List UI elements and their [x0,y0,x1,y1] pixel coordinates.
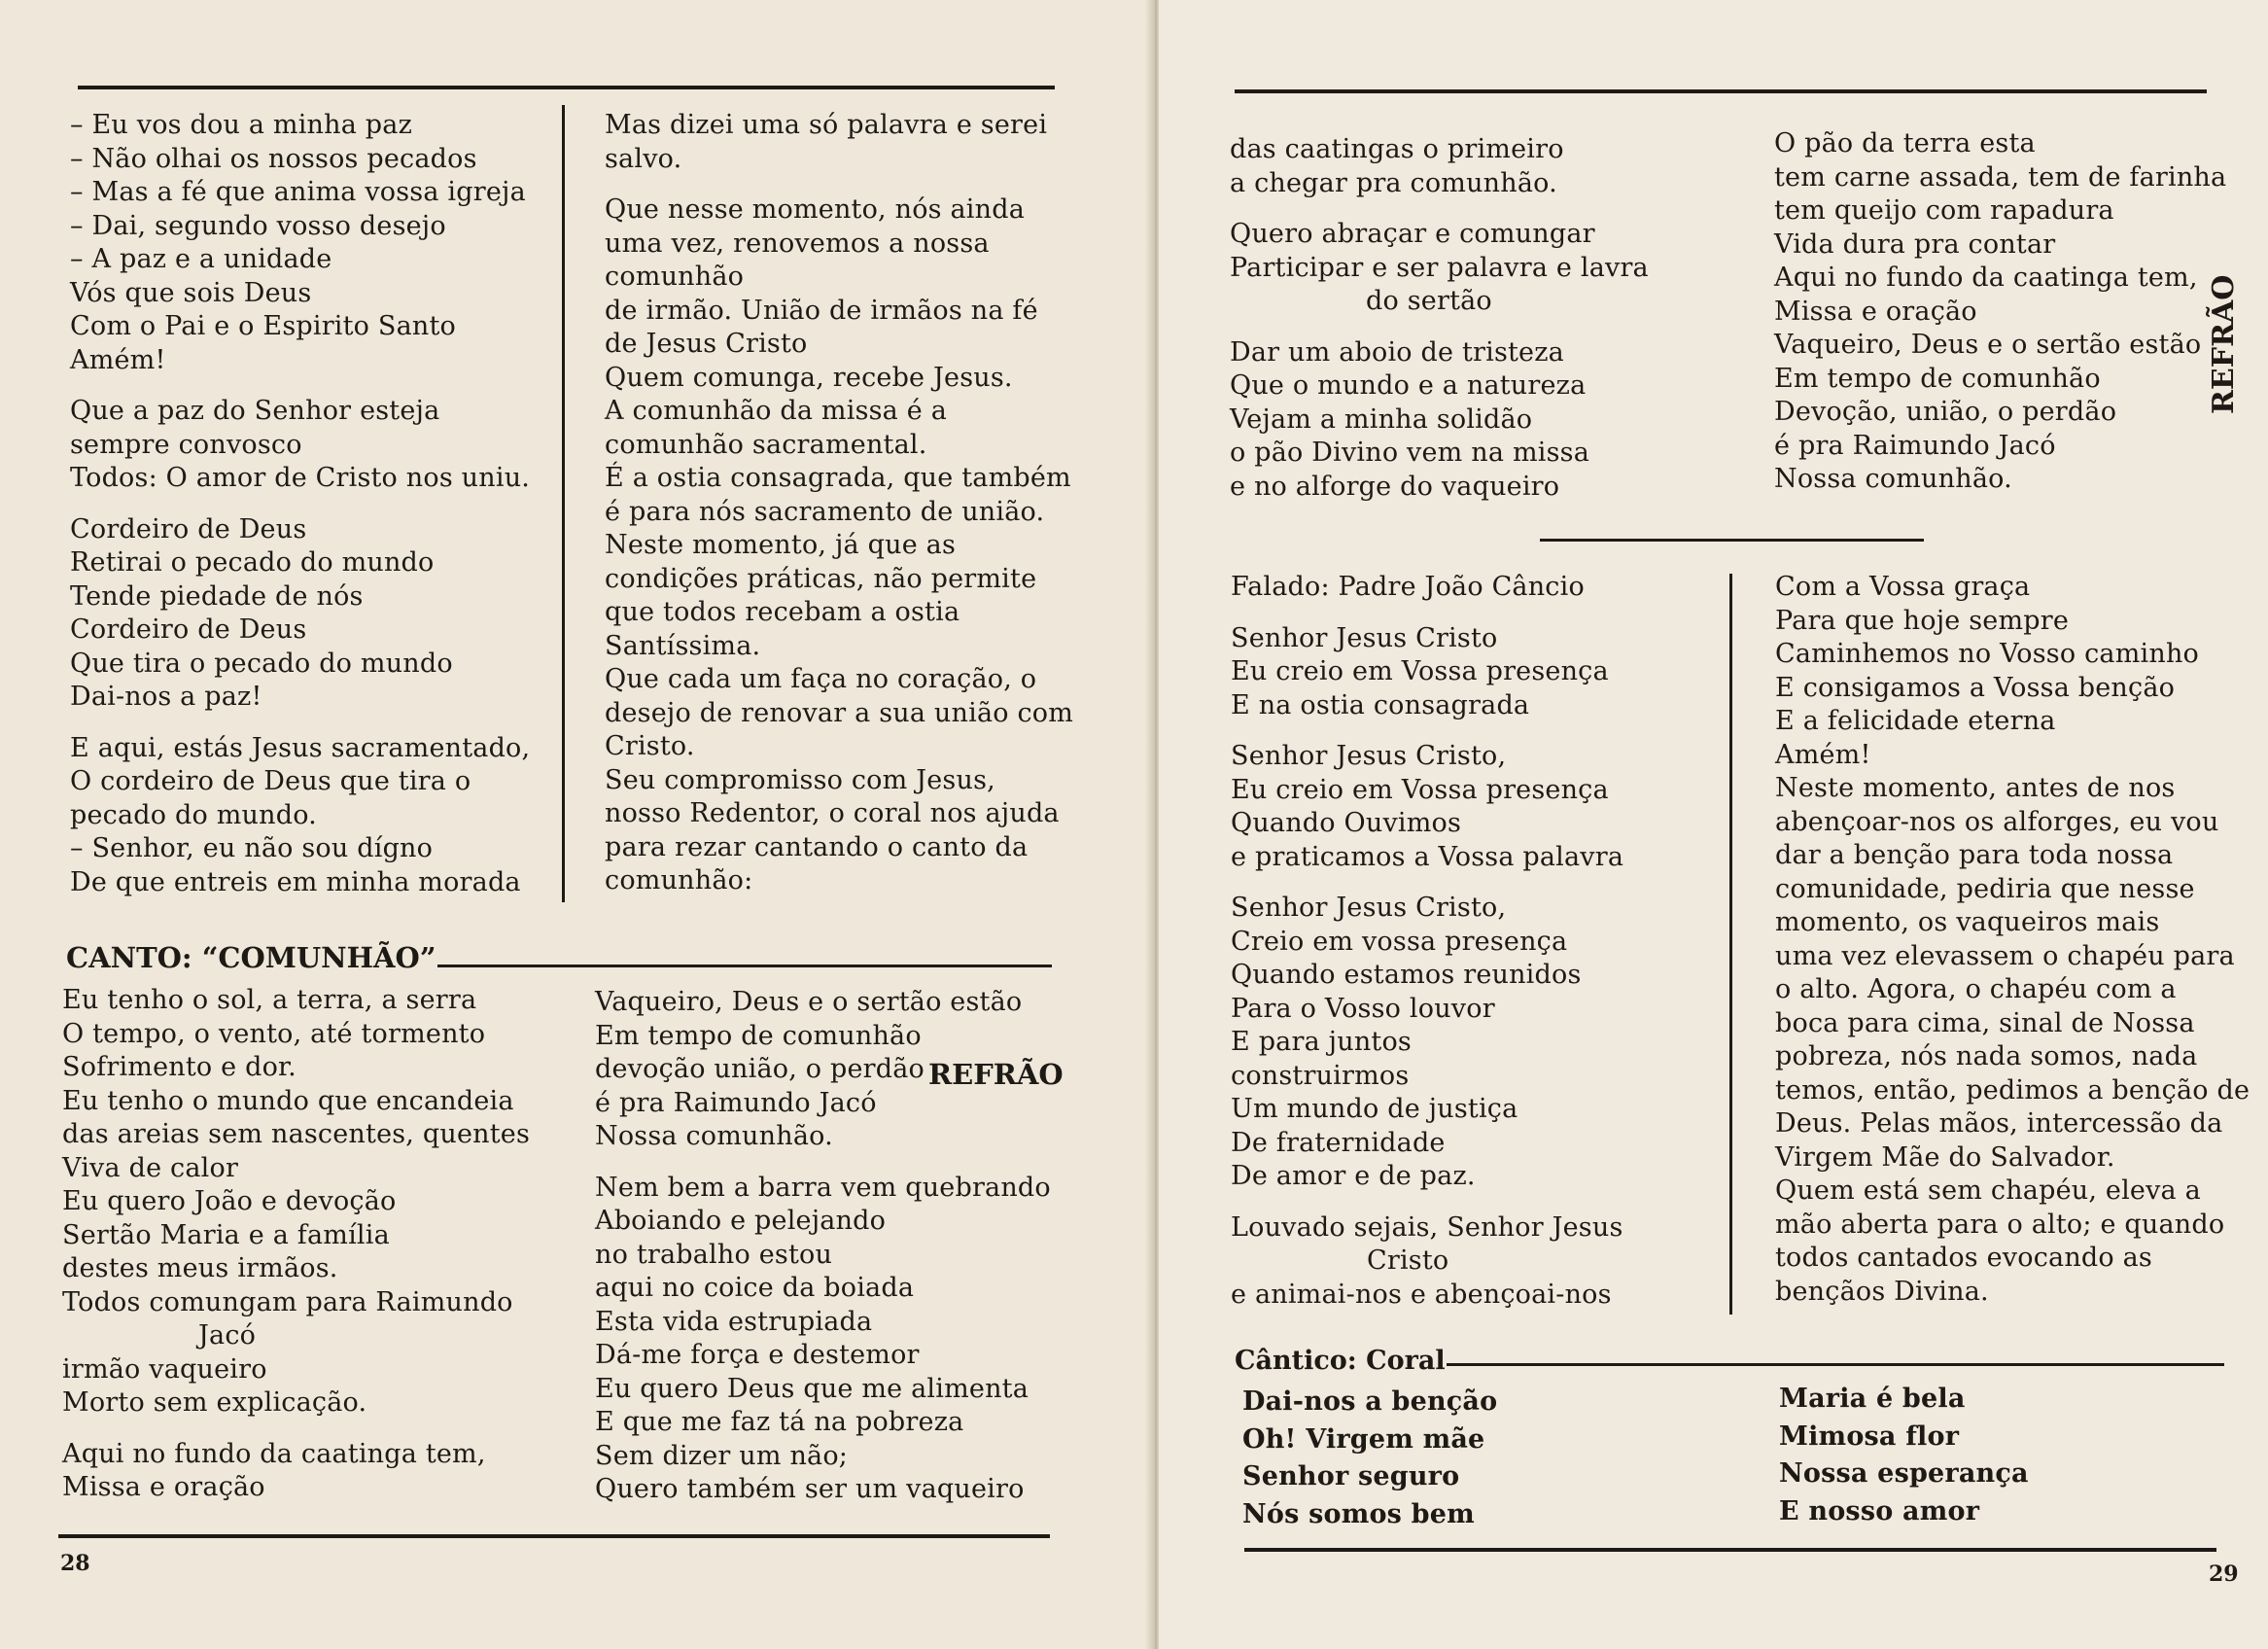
text-line: Vejam a minha solidão [1230,403,1533,435]
text-line: Eu creio em Vossa presença [1231,656,1609,686]
right-column-3 [1231,571,1623,1312]
text-line: Eu quero João e devoção [62,1186,397,1216]
left-column-2 [605,109,1073,898]
text-line: Com o Pai e o Espirito Santo [70,311,457,341]
text-line: para rezar cantando o canto da [605,831,1029,862]
text-line: – Mas a fé que anima vossa igreja [70,177,526,207]
text-line: o pão Divino vem na missa [1230,438,1589,468]
text-line: Com a Vossa graça [1775,572,2031,602]
text-line: Eu quero Deus que me alimenta [595,1373,1029,1404]
text-line: Nem bem a barra vem quebrando [595,1172,1051,1203]
text-line: Quem está sem chapéu, eleva a [1775,1175,2201,1206]
text-line: Todos comungam para Raimundo [62,1286,513,1317]
text-line: E para juntos [1231,1027,1412,1057]
text-line: Neste momento, já que as [605,530,957,560]
text-line: – Senhor, eu não sou dígno [70,833,434,863]
text-line: Dai-nos a paz! [70,682,262,712]
text-line: Retirai o pecado do mundo [70,547,435,578]
text-line: uma vez, renovemos a nossa [605,228,990,259]
text-line: E a felicidade eterna [1775,706,2056,736]
text-line: Senhor Jesus Cristo, [1231,893,1507,923]
text-line: condições práticas, não permite [605,563,1037,594]
text-line: Quero também ser um vaqueiro [595,1474,1025,1504]
text-line: De fraternidade [1231,1127,1446,1158]
top-rule [1235,89,2207,93]
text-line: Vós que sois Deus [70,277,312,308]
text-line: Viva de calor [62,1152,239,1183]
section-heading: Cântico: Coral [1235,1346,1446,1376]
text-line: Cristo. [605,731,695,761]
text-line: Creio em vossa presença [1231,926,1568,957]
text-line: é para nós sacramento de união. [605,496,1045,527]
text-line: e praticamos a Vossa palavra [1231,841,1624,872]
text-line: Que cada um faça no coração, o [605,664,1037,694]
text-line: Mimosa flor [1779,1421,1960,1452]
section-heading: CANTO: “COMUNHÃO” [66,941,436,974]
text-line: Sem dizer um não; [595,1440,849,1471]
bottom-rule [58,1534,1050,1538]
text-line: Sofrimento e dor. [62,1052,297,1082]
text-line: Vida dura pra contar [1774,228,2056,260]
text-line: tem queijo com rapadura [1774,195,2114,226]
text-line: sempre convosco [70,429,302,460]
text-line: Todos: O amor de Cristo nos uniu. [70,463,531,493]
text-line: de irmão. União de irmãos na fé [605,295,1038,326]
text-line: E aqui, estás Jesus sacramentado, [70,732,531,763]
text-line: Participar e ser palavra e lavra [1230,252,1649,283]
text-line: Vaqueiro, Deus e o sertão estão [595,987,1023,1017]
text-line: Aboiando e pelejando [595,1206,887,1236]
text-line: bençãos Divina. [1775,1276,1989,1307]
paragraph-gap [1231,874,1623,892]
text-line: destes meus irmãos. [62,1253,338,1283]
text-line: temos, então, pedimos a benção de [1775,1074,2251,1105]
text-line: A comunhão da missa é a [605,396,948,426]
text-line: Que nesse momento, nós ainda [605,194,1026,225]
paragraph-gap [1230,200,1649,218]
paragraph-gap [70,715,530,732]
text-line: Deus. Pelas mãos, intercessão da [1775,1108,2223,1139]
text-line: construirmos [1231,1060,1410,1091]
text-line: Que a paz do Senhor esteja [70,396,440,426]
right-column-4 [1775,571,2250,1309]
bottom-rule [1244,1548,2216,1552]
text-line: dar a benção para toda nossa [1775,840,2174,870]
text-line: das areias sem nascentes, quentes [62,1119,530,1149]
text-line: Senhor Jesus Cristo [1231,622,1498,653]
text-line: Missa e oração [1774,296,1977,327]
text-line: Nossa comunhão. [595,1121,833,1151]
right-page [1159,0,2268,1649]
text-line: Dá-me força e destemor [595,1340,920,1370]
text-line: irmão vaqueiro [62,1353,267,1385]
text-line: e animai-nos e abençoai-nos [1231,1279,1612,1310]
text-line: E que me faz tá na pobreza [595,1407,964,1437]
text-line: Amém! [70,344,166,375]
right-column-2 [1774,127,2226,497]
left-column-1 [70,109,530,899]
text-line: Nós somos bem [1242,1498,1475,1529]
text-line: comunhão [605,262,745,292]
text-line: Santíssima. [605,630,761,661]
text-line: Eu tenho o sol, a terra, a serra [62,985,477,1015]
text-line: o alto. Agora, o chapéu com a [1775,974,2177,1004]
text-line: Caminhemos no Vosso caminho [1775,639,2199,669]
text-line: Para o Vosso louvor [1231,993,1495,1024]
text-line: Cristo [1367,1246,1449,1276]
text-line: Aqui no fundo da caatinga tem, [62,1438,486,1469]
text-line: Louvado sejais, Senhor Jesus [1231,1211,1623,1243]
text-line: comunidade, pediria que nesse [1775,873,2195,904]
text-line: Em tempo de comunhão [595,1020,922,1051]
text-line: Neste momento, antes de nos [1775,773,2176,803]
text-line: Oh! Virgem mãe [1242,1423,1485,1455]
text-line: Dar um aboio de tristeza [1230,336,1564,368]
text-line: comunhão: [605,865,753,895]
text-line: – Dai, segundo vosso desejo [70,210,446,241]
text-line: De que entreis em minha morada [70,866,521,897]
heading-rule [1447,1363,2224,1366]
text-line: do sertão [1366,286,1492,316]
text-line: É a ostia consagrada, que também [605,463,1071,493]
text-line: E nosso amor [1779,1495,1980,1526]
text-line: Mas dizei uma só palavra e serei [605,110,1048,140]
text-line: Tende piedade de nós [70,580,364,612]
text-line: Dai-nos a benção [1242,1386,1498,1417]
paragraph-gap [1231,1194,1623,1211]
text-line: de Jesus Cristo [605,329,808,359]
text-line: Eu creio em Vossa presença [1231,774,1609,805]
paragraph-gap [70,496,530,513]
text-line: uma vez elevassem o chapéu para [1775,940,2235,971]
paragraph-gap [1230,319,1649,336]
text-line: Quando estamos reunidos [1231,960,1582,990]
text-line: boca para cima, sinal de Nossa [1775,1007,2195,1038]
page-number: 29 [2209,1561,2239,1587]
text-line: Em tempo de comunhão [1774,363,2101,394]
refrain-vertical-label: REFRÃO [2207,274,2241,414]
text-line: Devoção, união, o perdão [1774,397,2117,427]
top-rule [78,86,1055,89]
text-line: Amém! [1775,739,1871,770]
text-line: Quando Ouvimos [1231,808,1462,838]
paragraph-gap [1231,722,1623,740]
text-line: Quem comunga, recebe Jesus. [605,362,1013,393]
text-line: das caatingas o primeiro [1230,134,1564,164]
text-line: salvo. [605,143,682,174]
text-line: pobreza, nós nada somos, nada [1775,1041,2198,1071]
left-column-3 [62,984,530,1505]
column-divider [1729,574,1732,1315]
text-line: desejo de renovar a sua união com [605,697,1074,728]
text-line: De amor e de paz. [1231,1161,1476,1191]
text-line: Que o mundo e a natureza [1230,370,1587,401]
text-line: e no alforge do vaqueiro [1230,471,1560,502]
text-line: Senhor Jesus Cristo, [1231,741,1507,771]
text-line: O tempo, o vento, até tormento [62,1018,486,1049]
middle-rule [1540,539,1924,542]
text-line: que todos recebam a ostia [605,597,960,627]
right-column-1 [1230,133,1649,504]
text-line: Eu tenho o mundo que encandeia [62,1085,514,1116]
text-line: Quero abraçar e comungar [1230,219,1595,249]
text-line: – Eu vos dou a minha paz [70,110,413,140]
text-line: Falado: Padre João Câncio [1231,572,1585,602]
text-line: Morto sem explicação. [62,1387,367,1418]
text-line: mão aberta para o alto; e quando [1775,1209,2225,1240]
text-line: é pra Raimundo Jacó [595,1087,877,1118]
text-line: tem carne assada, tem de farinha [1774,161,2227,193]
text-line: devoção união, o perdão [595,1054,925,1084]
text-line: Maria é bela [1779,1384,1966,1414]
text-line: nosso Redentor, o coral nos ajuda [605,798,1060,828]
text-line: – A paz e a unidade [70,244,332,274]
right-column-5 [1242,1384,1497,1533]
paragraph-gap [70,377,530,395]
text-line: Vaqueiro, Deus e o sertão estão [1774,330,2202,360]
paragraph-gap [605,176,1073,193]
text-line: aqui no coice da boiada [595,1273,915,1303]
paragraph-gap [62,1421,530,1438]
heading-rule [437,965,1052,967]
text-line: E consigamos a Vossa benção [1775,672,2176,703]
text-line: pecado do mundo. [70,799,317,830]
text-line: Que tira o pecado do mundo [70,648,453,679]
text-line: Um mundo de justiça [1231,1094,1518,1124]
text-line: Aqui no fundo da caatinga tem, [1774,263,2198,293]
right-column-6 [1779,1381,2029,1530]
text-line: Seu compromisso com Jesus, [605,764,995,795]
text-line: a chegar pra comunhão. [1230,167,1557,198]
text-line: – Não olhai os nossos pecados [70,143,477,174]
paragraph-gap [595,1154,1051,1172]
text-line: Cordeiro de Deus [70,513,307,544]
text-line: Missa e oração [62,1472,265,1502]
text-line: todos cantados evocando as [1775,1243,2152,1273]
text-line: O cordeiro de Deus que tira o [70,766,471,796]
text-line: no trabalho estou [595,1239,833,1270]
column-divider [562,105,565,902]
text-line: comunhão sacramental. [605,429,927,460]
text-line: O pão da terra esta [1774,128,2036,158]
text-line: Cordeiro de Deus [70,614,307,645]
text-line: Virgem Mãe do Salvador. [1775,1141,2115,1173]
text-line: momento, os vaqueiros mais [1775,907,2160,937]
text-line: é pra Raimundo Jacó [1774,430,2056,461]
text-line: Nossa esperança [1779,1458,2029,1489]
text-line: Jacó [198,1320,257,1351]
text-line: abençoar-nos os alforges, eu vou [1775,806,2219,837]
text-line: Para que hoje sempre [1775,605,2070,636]
page-number: 28 [60,1551,90,1576]
text-line: Sertão Maria e a família [62,1219,390,1250]
text-line: Esta vida estrupiada [595,1306,873,1337]
text-line: Senhor seguro [1242,1461,1460,1491]
refrain-label: REFRÃO [928,1058,1064,1091]
text-line: Nossa comunhão. [1774,464,2012,494]
paragraph-gap [1231,605,1623,622]
text-line: E na ostia consagrada [1231,689,1530,720]
